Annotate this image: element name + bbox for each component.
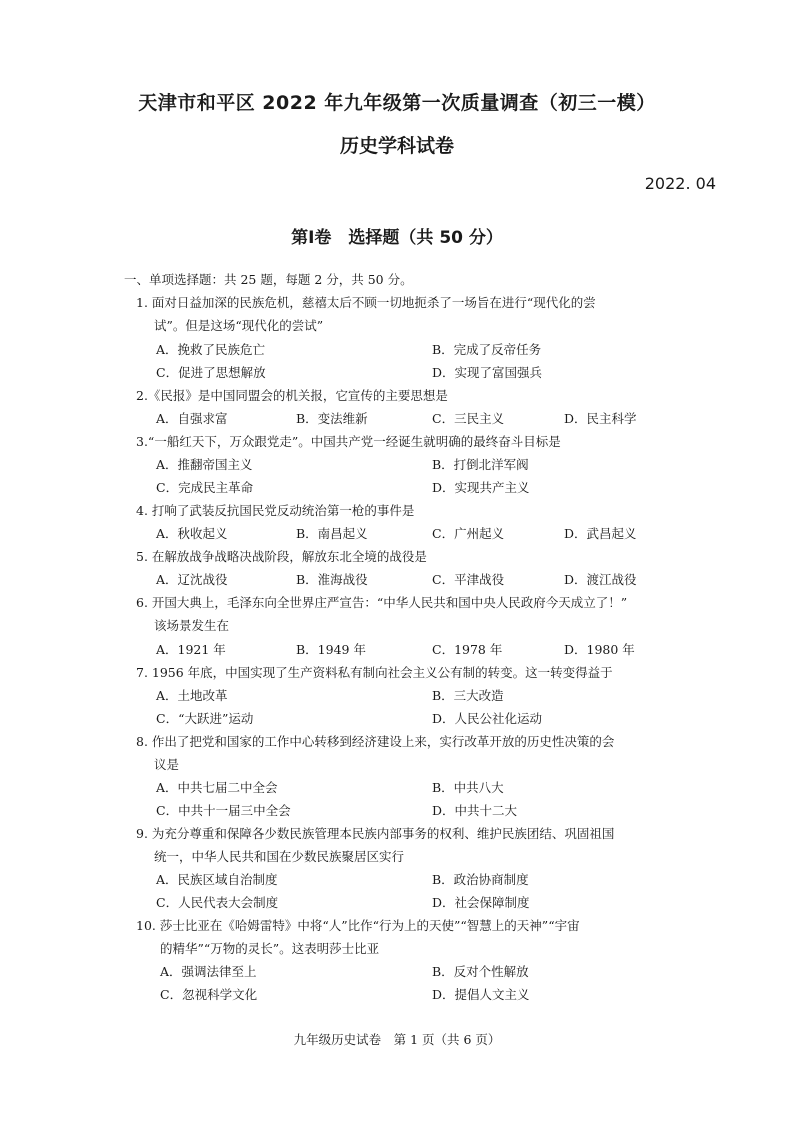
option: D．1980 年 [564,642,635,657]
option: C．1978 年 [432,642,503,657]
option: C．忽视科学文化 [160,987,258,1002]
option: C．三民主义 [432,411,505,426]
question-text: 统一，中华人民共和国在少数民族聚居区实行 [154,849,405,864]
option: C．“大跃进”运动 [156,711,254,726]
question-text: 该场景发生在 [154,618,230,633]
question-text: 7. 1956 年底，中国实现了生产资料私有制向社会主义公有制的转变。这一转变得益于 [136,665,613,680]
question-text: 试”。但是这场“现代化的尝试” [154,318,324,333]
option: B．中共八大 [432,780,504,795]
option: A．推翻帝国主义 [156,457,253,472]
option: B．南昌起义 [296,526,368,541]
question-text: 4. 打响了武装反抗国民党反动统治第一枪的事件是 [136,503,415,518]
option: C．平津战役 [432,572,505,587]
option: B．反对个性解放 [432,964,529,979]
question-text: 1. 面对日益加深的民族危机，慈禧太后不顾一切地扼杀了一场旨在进行“现代化的尝 [136,295,596,310]
option: B．政治协商制度 [432,872,529,887]
question-text: 9. 为充分尊重和保障各少数民族管理本民族内部事务的权利、维护民族团结、巩固祖国 [136,826,615,841]
option: D．渡江战役 [564,572,637,587]
option: A．秋收起义 [156,526,228,541]
option: B．完成了反帝任务 [432,342,542,357]
option: B．淮海战役 [296,572,368,587]
option: B．变法维新 [296,411,368,426]
option: B．1949 年 [296,642,366,657]
page-footer: 九年级历史试卷 第 1 页（共 6 页） [293,1032,501,1047]
option: D．社会保障制度 [432,895,530,910]
exam-title: 天津市和平区 2022 年九年级第一次质量调查（初三一模） [138,92,656,114]
instruction: 一、单项选择题：共 25 题，每题 2 分，共 50 分。 [124,272,413,287]
question-text: 10. 莎士比亚在《哈姆雷特》中将“人”比作“行为上的天使”“智慧上的天神”“宇宙 [136,918,580,933]
option: B．三大改造 [432,688,504,703]
option: C．中共十一届三中全会 [156,803,291,818]
exam-subtitle: 历史学科试卷 [339,135,454,157]
option: C．促进了思想解放 [156,365,266,380]
option: C．完成民主革命 [156,480,254,495]
option: D．实现了富国强兵 [432,365,543,380]
question-text: 5. 在解放战争战略决战阶段，解放东北全境的战役是 [136,549,427,564]
option: A．强调法律至上 [160,964,257,979]
option: A．挽救了民族危亡 [156,342,266,357]
option: C．人民代表大会制度 [156,895,279,910]
option: A．自强求富 [156,411,228,426]
option: D．中共十二大 [432,803,518,818]
option: A．民族区域自治制度 [156,872,278,887]
option: A．辽沈战役 [156,572,228,587]
exam-date: 2022. 04 [644,174,716,193]
section-title: 第Ⅰ卷 选择题（共 50 分） [291,228,503,248]
option: D．民主科学 [564,411,637,426]
question-text: 2.《民报》是中国同盟会的机关报，它宣传的主要思想是 [136,388,448,403]
question-text: 的精华”“万物的灵长”。这表明莎士比亚 [160,941,380,956]
option: D．人民公社化运动 [432,711,543,726]
question-text: 8. 作出了把党和国家的工作中心转移到经济建设上来，实行改革开放的历史性决策的会 [136,734,615,749]
option: B．打倒北洋军阀 [432,457,529,472]
option: A．中共七届二中全会 [156,780,278,795]
option: C．广州起义 [432,526,505,541]
question-text: 6. 开国大典上，毛泽东向全世界庄严宣告：“中华人民共和国中央人民政府今天成立了！” [136,595,628,610]
option: A．土地改革 [156,688,228,703]
question-text: 3.“一船红天下，万众跟党走”。中国共产党一经诞生就明确的最终奋斗目标是 [136,434,561,449]
option: D．实现共产主义 [432,480,530,495]
question-text: 议是 [154,757,180,772]
option: D．武昌起义 [564,526,637,541]
option: D．提倡人文主义 [432,987,530,1002]
option: A．1921 年 [156,642,226,657]
